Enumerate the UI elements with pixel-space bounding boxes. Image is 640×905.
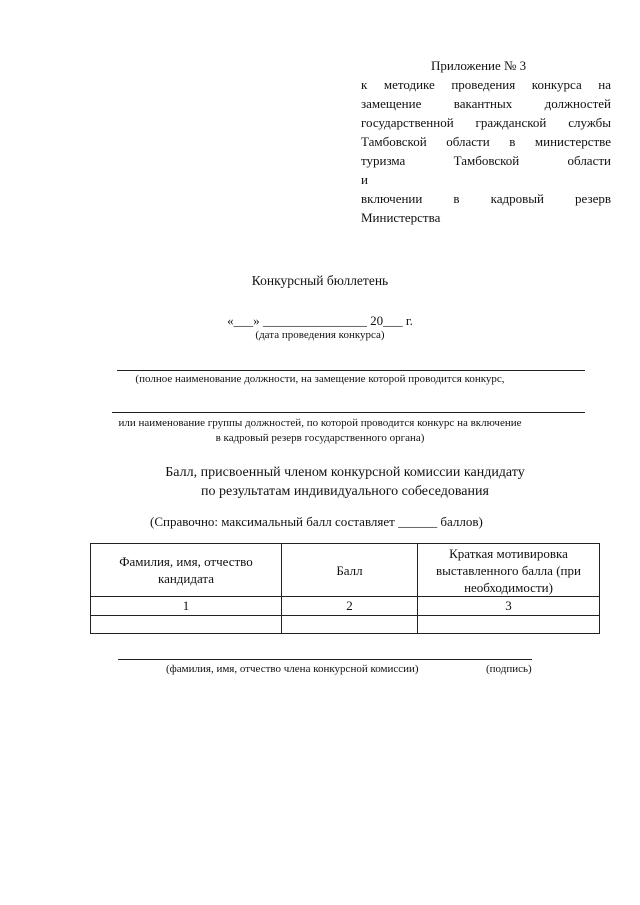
appendix-title: Приложение № 3 bbox=[431, 58, 527, 73]
appendix-line: замещение вакантных должностей bbox=[361, 96, 611, 111]
date-caption: (дата проведения конкурса) bbox=[255, 329, 385, 341]
appendix-block bbox=[361, 56, 611, 227]
header-motivation: Краткая мотивировка выставленного балла (при необходимости) bbox=[418, 544, 600, 597]
signature-name-caption: (фамилия, имя, отчество члена конкурсной комиссии) bbox=[166, 663, 419, 675]
ballot-table bbox=[90, 543, 600, 634]
appendix-line: Министерства bbox=[361, 210, 441, 225]
table-header-row bbox=[91, 544, 600, 597]
document-title: Конкурсный бюллетень bbox=[251, 273, 389, 288]
table-cell[interactable] bbox=[418, 616, 600, 634]
date-line: «___» ________________ 20___ г. bbox=[227, 313, 413, 328]
appendix-line: включении в кадровый резерв bbox=[361, 191, 611, 206]
appendix-line: государственной гражданской службы bbox=[361, 115, 611, 130]
table-row bbox=[91, 616, 600, 634]
position-caption: (полное наименование должности, на замещение которой проводится конкурс, bbox=[135, 373, 505, 385]
column-number: 2 bbox=[282, 597, 418, 616]
section-heading bbox=[90, 463, 600, 501]
date-field bbox=[0, 313, 640, 341]
appendix-line: Тамбовской области в министерстве bbox=[361, 134, 611, 149]
heading-line: по результатам индивидуального собеседования bbox=[201, 484, 489, 499]
header-candidate-name: Фамилия, имя, отчество кандидата bbox=[91, 544, 282, 597]
appendix-line: туризма Тамбовской области и bbox=[361, 153, 611, 187]
group-caption-line1: или наименование группы должностей, по которой проводится конкурс на включение bbox=[118, 417, 522, 429]
appendix-line: к методике проведения конкурса на bbox=[361, 77, 611, 92]
table-cell[interactable] bbox=[91, 616, 282, 634]
signature-sign-caption: (подпись) bbox=[486, 663, 532, 675]
signature-underline bbox=[118, 659, 532, 660]
column-number: 3 bbox=[418, 597, 600, 616]
heading-line: Балл, присвоенный членом конкурсной комиссии кандидату bbox=[165, 465, 525, 480]
table-cell[interactable] bbox=[282, 616, 418, 634]
header-score: Балл bbox=[282, 544, 418, 597]
position-underline bbox=[117, 370, 585, 371]
group-underline bbox=[112, 412, 585, 413]
reference-note: (Справочно: максимальный балл составляет ______ баллов) bbox=[150, 514, 483, 529]
column-number: 1 bbox=[91, 597, 282, 616]
group-caption-line2: в кадровый резерв государственного органа) bbox=[215, 432, 425, 444]
table-number-row bbox=[91, 597, 600, 616]
